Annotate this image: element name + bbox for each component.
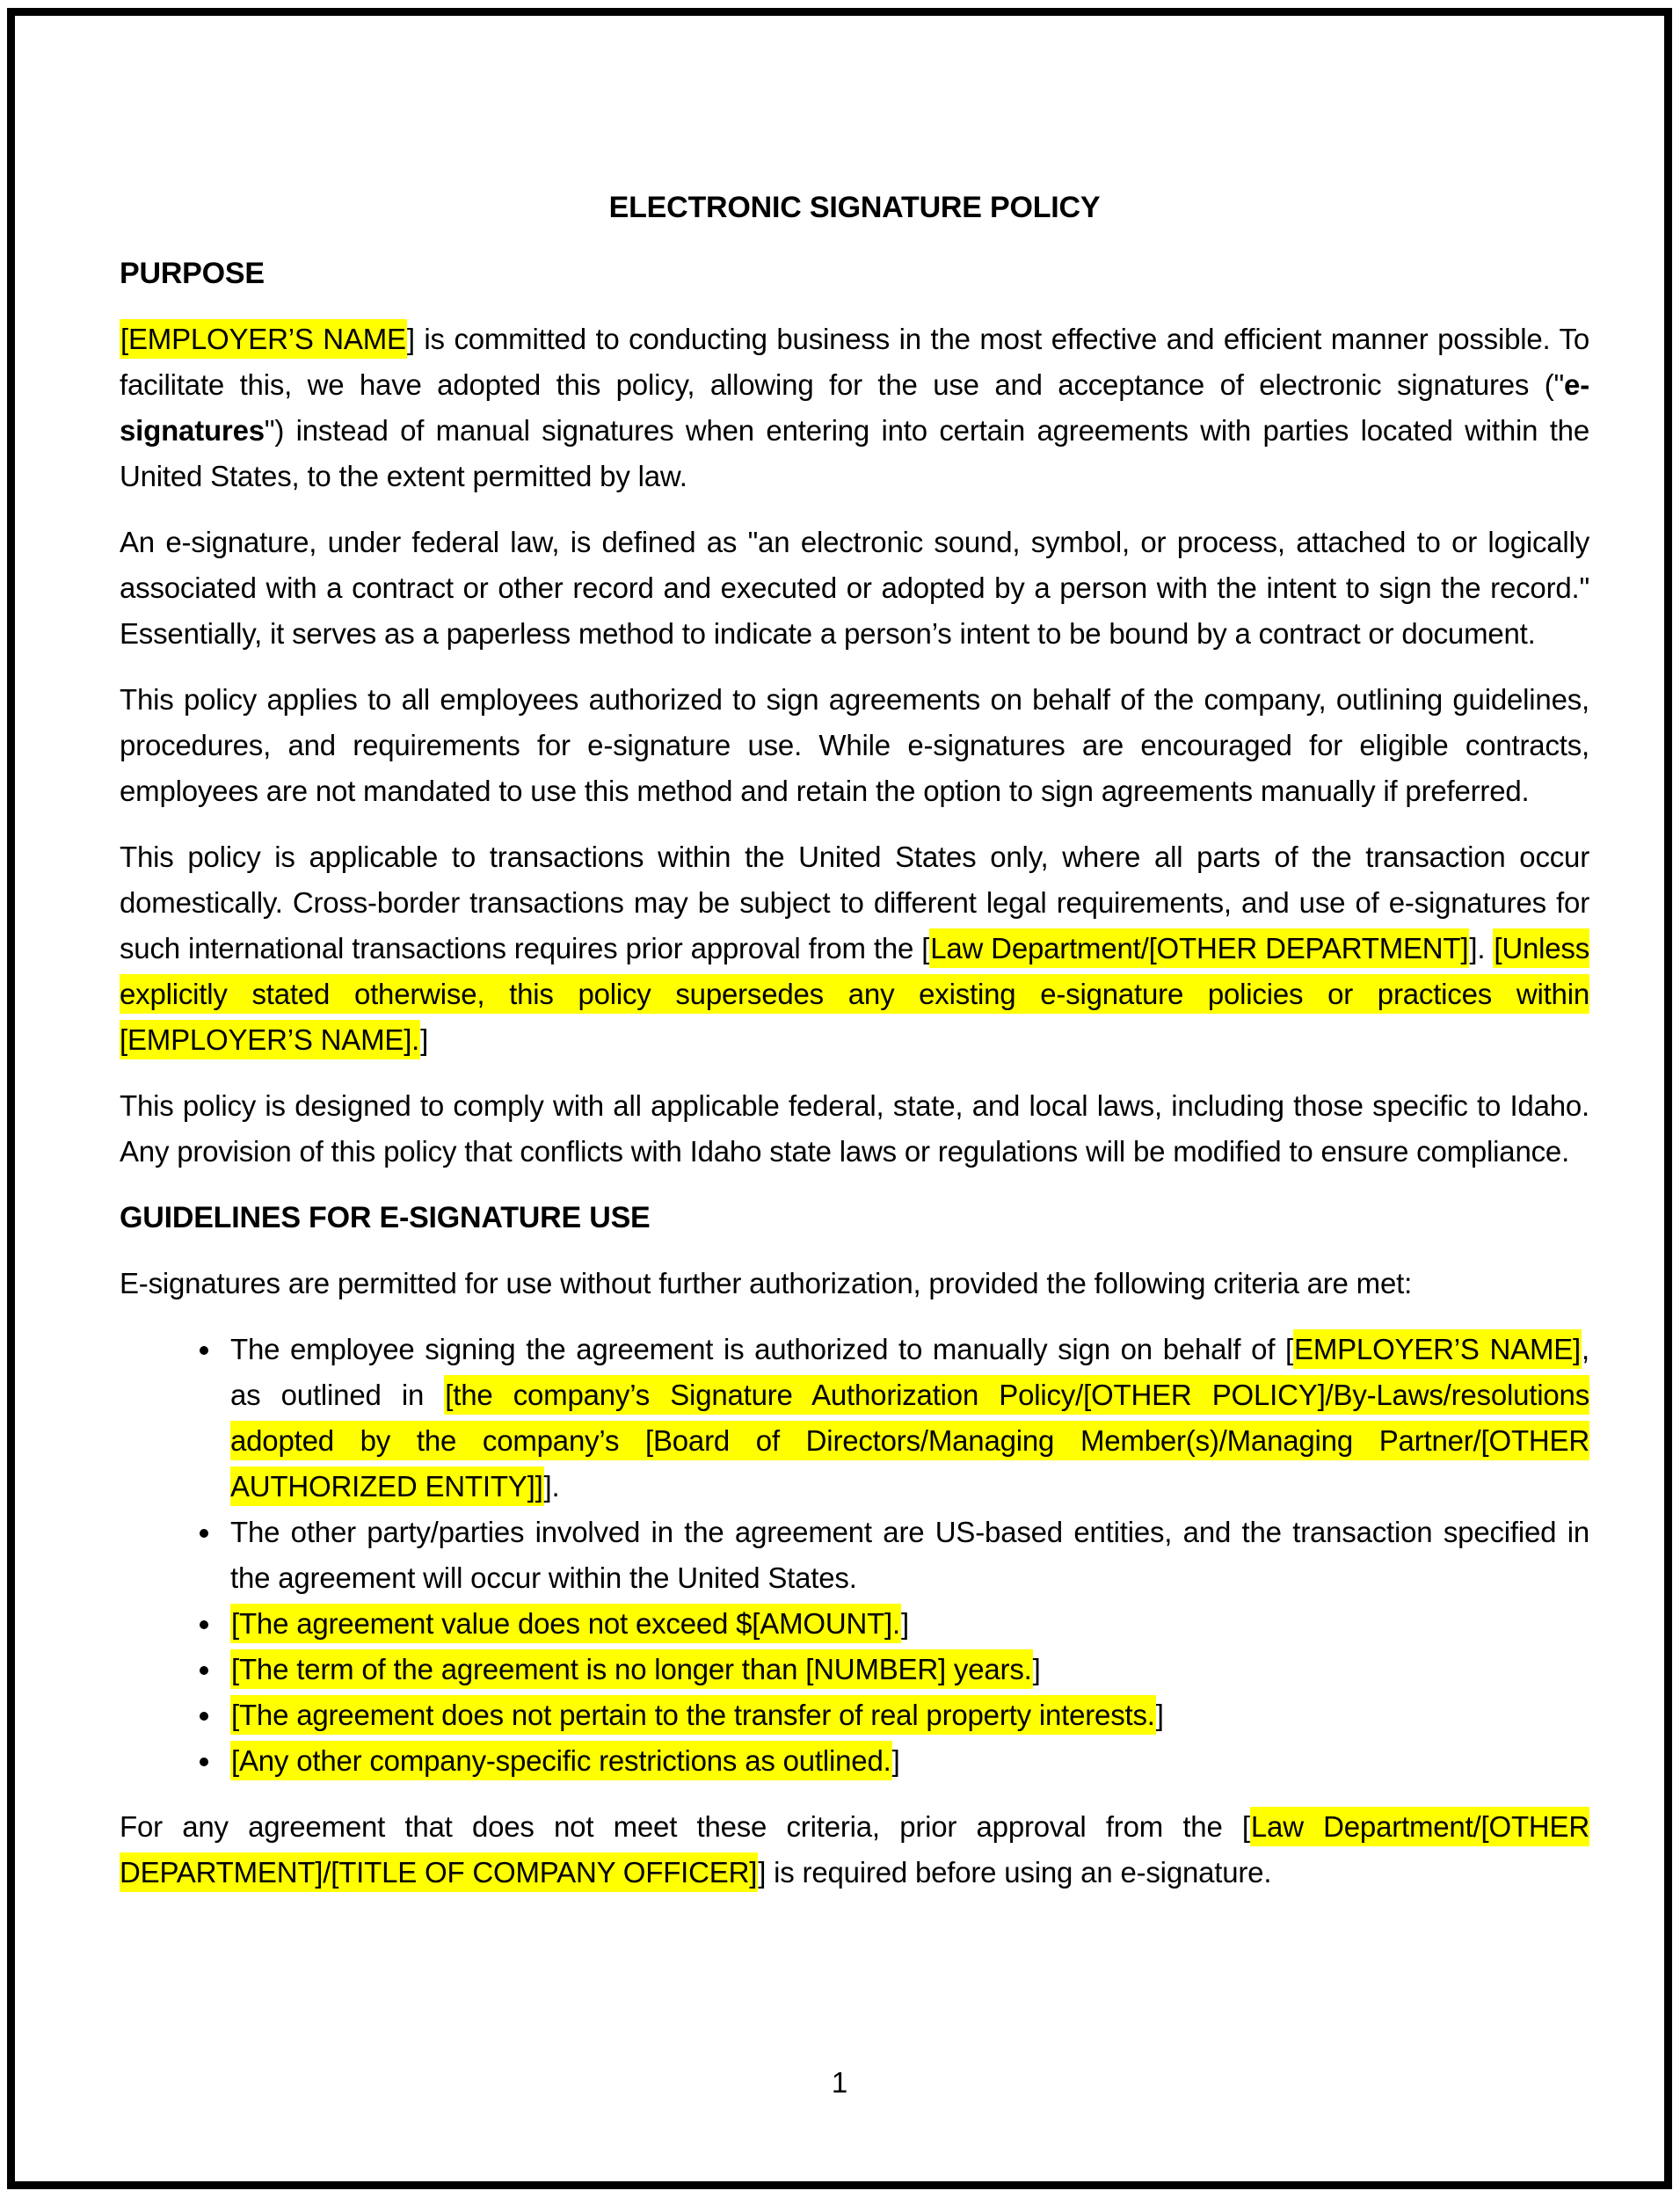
document-title: ELECTRONIC SIGNATURE POLICY [608,191,1101,224]
highlighted-placeholder: Law Department/[OTHER DEPARTMENT] [929,928,1469,968]
text-run: ] is required before using an e-signature. [758,1856,1272,1889]
criteria-item-real-property [223,1692,1589,1738]
highlighted-placeholder: [The agreement does not pertain to the transfer of real property interests. [230,1695,1156,1735]
text-run: This policy is designed to comply with all applicable federal, state, and local laws, including those specific to Idaho. Any provision of this policy that conflicts with Idaho state laws or regulations will be modified to ensure compliance. [120,1089,1589,1168]
text-run: ] [1032,1653,1041,1685]
text-run: ] [1155,1699,1164,1731]
text-run: ]. [543,1470,560,1503]
highlighted-placeholder: [Unless explicitly stated otherwise, this policy supersedes any existing e-signature policies or practices within [EMPLOYER’S NAME]. [120,928,1589,1059]
guidelines-heading: GUIDELINES FOR E-SIGNATURE USE [120,1201,651,1234]
text-run: For any agreement that does not meet these criteria, prior approval from the [ [120,1810,1250,1843]
paragraph-approval-note [120,1804,1589,1896]
highlighted-placeholder: EMPLOYER’S NAME] [1293,1329,1582,1369]
text-run: ") instead of manual signatures when entering into certain agreements with parties located within the United States, to the extent permitted by law. [120,414,1589,492]
criteria-item-other-restrictions [223,1738,1589,1784]
criteria-item-agreement-term [223,1647,1589,1692]
highlighted-placeholder: Law Department/[OTHER DEPARTMENT]/[TITLE OF COMPANY OFFICER] [120,1807,1589,1892]
paragraph-commitment [120,317,1589,499]
paragraph-guidelines-intro [120,1261,1589,1306]
text-run: This policy applies to all employees authorized to sign agreements on behalf of the company, outlining guidelines, procedures, and requirements for e-signature use. While e-signatures are encouraged for eligible contracts, employees are not mandated to use this method and retain the option to sign agreements manually if preferred. [120,683,1589,807]
text-run: The employee signing the agreement is authorized to manually sign on behalf of [ [230,1333,1294,1365]
text-run: ] [420,1023,429,1056]
text-run: E-signatures are permitted for use without further authorization, provided the following criteria are met: [120,1267,1413,1299]
highlighted-placeholder: [The agreement value does not exceed $[AMOUNT]. [230,1604,901,1643]
document-body [120,185,1589,1916]
text-run: , as outlined in [230,1333,1589,1411]
text-run: ] is committed to conducting business in the most effective and efficient manner possible. To facilitate this, we have adopted this policy, allowing for the use and acceptance of electronic signatures (" [120,323,1589,401]
highlighted-placeholder: [EMPLOYER’S NAME [120,319,407,359]
criteria-list [120,1327,1589,1784]
text-run: An e-signature, under federal law, is defined as "an electronic sound, symbol, or process, attached to or logically associated with a contract or other record and executed or adopted by a person with the intent to sign the record." Essentially, it serves as a paperless method to indicate a person’s intent to be bound by a contract or document. [120,526,1589,650]
page-number: 1 [831,2066,848,2099]
criteria-item-us-based-parties [223,1510,1589,1601]
text-run: ]. [1469,932,1494,964]
text-run: This policy is applicable to transactions within the United States only, where all parts of the transaction occur domestically. Cross-border transactions may be subject to different legal requirements, and use of e-signatures for such international transactions requires prior approval from the [ [120,841,1589,964]
purpose-heading: PURPOSE [120,257,265,290]
paragraph-policy-scope [120,677,1589,814]
text-run: ] [901,1607,909,1640]
highlighted-placeholder: [Any other company-specific restrictions as outlined. [230,1741,892,1780]
text-run: ] [891,1744,900,1777]
paragraph-legal-compliance [120,1083,1589,1175]
text-run: e-signatures [120,368,1589,447]
paragraph-esignature-definition [120,520,1589,657]
text-run: The other party/parties involved in the agreement are US-based entities, and the transaction specified in the agreement will occur within the United States. [230,1516,1589,1594]
highlighted-placeholder: [The term of the agreement is no longer than [NUMBER] years. [230,1649,1033,1689]
criteria-item-agreement-value [223,1601,1589,1647]
paragraph-us-transactions [120,834,1589,1063]
criteria-item-authorized-signer [223,1327,1589,1510]
document-page [7,8,1672,2189]
highlighted-placeholder: [the company’s Signature Authorization Policy/[OTHER POLICY]/By-Laws/resolutions adopted by the company’s [Board of Directors/Managing Member(s)/Managing Partner/[OTHER AUTHORIZED ENTITY]] [230,1375,1589,1506]
